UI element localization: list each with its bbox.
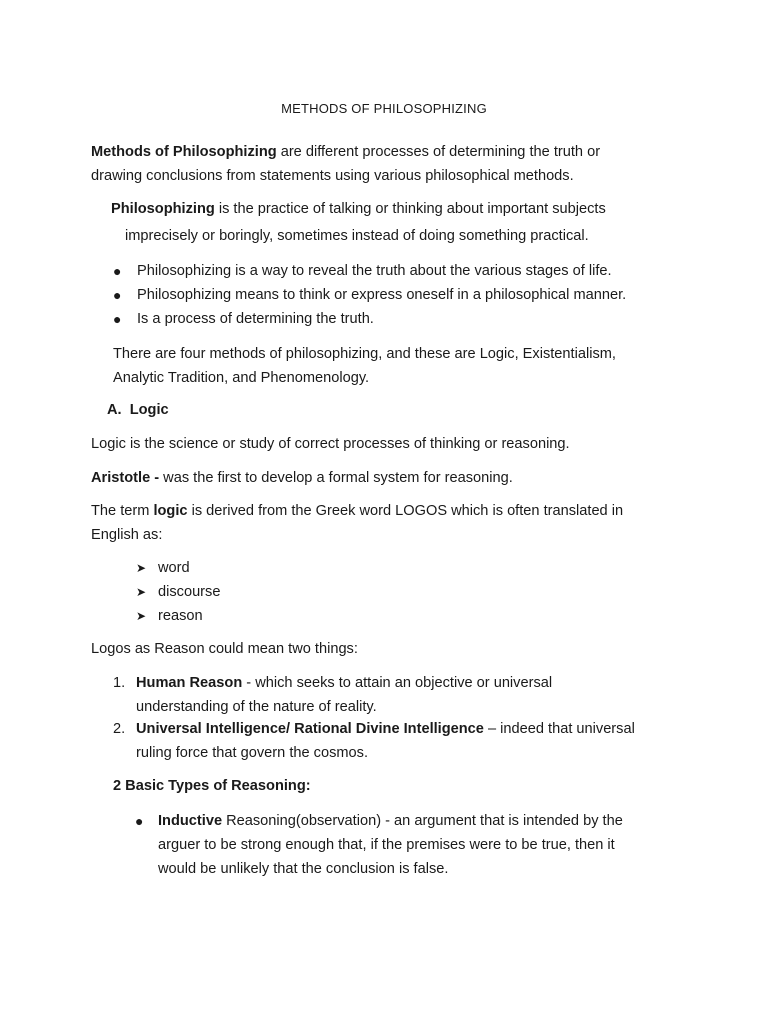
numbered-item-line-2: understanding of the nature of reality. [136, 699, 377, 715]
aristotle-term: Aristotle - [91, 470, 160, 486]
translation-item: discourse [158, 584, 221, 600]
bullet-marker: ● [113, 311, 122, 327]
translation-item: word [158, 560, 190, 576]
bullet-marker: ● [113, 263, 122, 279]
numbered-text: - which seeks to attain an objective or universal [242, 675, 553, 691]
numbered-item-line-1 [136, 717, 635, 741]
numbered-marker: 2. [113, 721, 126, 737]
inductive-text: an argument that is intended by the [389, 813, 623, 829]
numbered-marker: 1. [113, 675, 126, 691]
section-a-title: Logic [129, 402, 169, 418]
arrow-bullet-icon: ➤ [136, 561, 147, 575]
section-a-heading [107, 398, 169, 422]
bullet-marker: ● [113, 287, 122, 303]
inductive-term-2: Reasoning(observation) - [222, 813, 390, 829]
four-methods-line-1: There are four methods of philosophizing, and these are Logic, Existentialism, [113, 346, 616, 362]
page-title: METHODS OF PHILOSOPHIZING [281, 101, 487, 116]
logic-definition: Logic is the science or study of correct processes of thinking or reasoning. [91, 436, 570, 452]
numbered-item-line-2: ruling force that govern the cosmos. [136, 745, 368, 761]
inductive-line-3: would be unlikely that the conclusion is false. [158, 861, 449, 877]
aristotle-line [91, 466, 513, 490]
inductive-line-2: arguer to be strong enough that, if the premises were to be true, then it [158, 837, 615, 853]
intro-line-2: drawing conclusions from statements using various philosophical methods. [91, 168, 574, 184]
arrow-bullet-icon: ➤ [136, 609, 147, 623]
term-logic-term: logic [153, 503, 188, 519]
intro-line1-text: are different processes of determining the truth or [276, 144, 601, 160]
reasoning-heading: 2 Basic Types of Reasoning: [113, 778, 311, 794]
inductive-term: Inductive [158, 813, 223, 829]
numbered-text: – indeed that universal [483, 721, 635, 737]
term-logic-line-2: English as: [91, 527, 163, 543]
aristotle-text: was the first to develop a formal system for reasoning. [159, 470, 513, 486]
numbered-term: Human Reason [136, 675, 243, 691]
numbered-item-line-1 [136, 671, 552, 695]
bullet-item: Philosophizing means to think or express oneself in a philosophical manner. [137, 287, 627, 303]
term-logic-pre: The term [91, 503, 154, 519]
definition-line-2: imprecisely or boringly, sometimes instead of doing something practical. [125, 228, 589, 244]
term-logic-post: is derived from the Greek word LOGOS which is often translated in [187, 503, 624, 519]
logos-reason-line: Logos as Reason could mean two things: [91, 641, 358, 657]
term-logic-line-1 [91, 499, 623, 523]
inductive-line-1 [158, 809, 623, 833]
intro-line-1 [91, 140, 600, 164]
definition-line-1 [111, 197, 606, 221]
intro-term: Methods of Philosophizing [91, 144, 277, 160]
bullet-item: Philosophizing is a way to reveal the truth about the various stages of life. [137, 263, 612, 279]
bullet-item: Is a process of determining the truth. [137, 311, 374, 327]
bullet-marker: ● [135, 813, 144, 829]
section-a-marker: A. [107, 402, 122, 418]
four-methods-line-2: Analytic Tradition, and Phenomenology. [113, 370, 370, 386]
translation-item: reason [158, 608, 203, 624]
definition-line1-text: is the practice of talking or thinking about important subjects [214, 201, 606, 217]
numbered-term: Universal Intelligence/ Rational Divine Intelligence [136, 721, 484, 737]
arrow-bullet-icon: ➤ [136, 585, 147, 599]
definition-term: Philosophizing [111, 201, 215, 217]
